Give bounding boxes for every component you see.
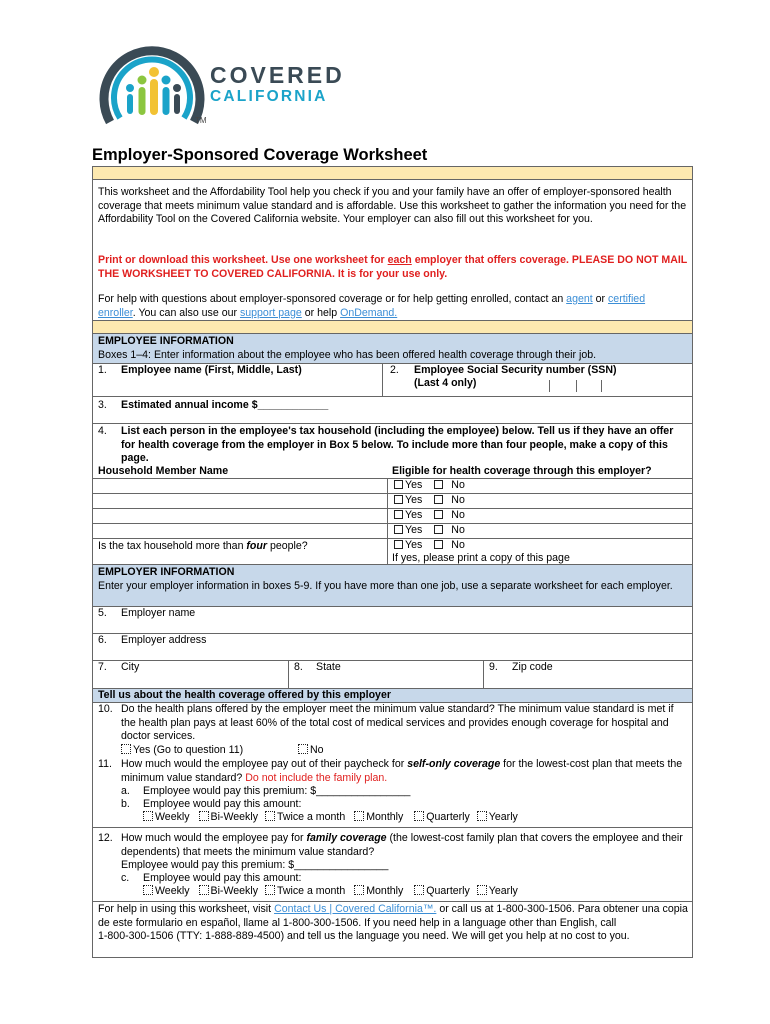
q1-label: Employee name (First, Middle, Last) [121,364,302,376]
intro-help: For help with questions about employer-sponsored coverage or for help getting enrolled, contact an agent or certified enroller. You can also use our support page or help OnDemand. [98,293,646,319]
yearly-checkbox[interactable] [477,885,487,895]
household-more-than-four-question: Is the tax household more than four people? [98,540,308,552]
q2-label: Employee Social Security number (SSN) [414,364,617,376]
q12c-label: c. [121,872,130,884]
state-zip-divider [483,660,484,689]
intro-warning: Print or download this worksheet. Use one worksheet for each employer that offers coverage. PLEASE DO NOT MAIL THE WORKSHEET TO COVERED CALIFORNIA. It is for your use only. [98,254,688,280]
q4-label: List each person in the employee's tax household (including the employee) below. Tell us if they have an offer for health coverage from the employer in Box 5 below. To include more than four people, make a copy of this page. [121,425,674,465]
employee-section-title: EMPLOYEE INFORMATION [98,335,234,347]
q6-number: 6. [98,634,107,646]
household-row-2-eligibility: Yes No [394,494,465,508]
logo-wordmark-covered: COVERED [210,62,345,88]
support-page-link[interactable]: support page [239,306,302,319]
q11-number: 11. [98,758,112,770]
q11-frequency-options: Weekly Bi-Weekly Twice a month Monthly Quarterly Yearly [143,811,518,825]
yes-checkbox[interactable] [394,540,403,549]
q7-number: 7. [98,661,107,673]
household-name-column-header: Household Member Name [98,465,229,477]
no-checkbox[interactable] [434,495,443,504]
q1-number: 1. [98,364,107,376]
q10-no-option: No [298,744,324,758]
q10-yes-checkbox[interactable] [121,744,131,754]
q3-label[interactable]: Estimated annual income $____________ [121,399,329,411]
certified-enroller-link[interactable]: certified [608,293,646,305]
contact-us-link[interactable]: Contact Us | Covered California™. [274,903,437,915]
yes-checkbox[interactable] [394,495,403,504]
ssn-digit-divider-1 [549,380,550,392]
intro-paragraph: This worksheet and the Affordability Tool help you check if you and your family have an offer of employer-sponsored health coverage that meets minimum value standard and is affordable. Use this worksheet to gather the information you need for the Affordability Tool on the Covered California website. Your employer can also fill out this worksheet for you. [98,186,687,226]
q12c-text: Employee would pay this amount: [143,872,302,884]
biweekly-checkbox[interactable] [199,885,209,895]
yes-checkbox[interactable] [394,510,403,519]
q7-label[interactable]: City [121,661,140,673]
yes-checkbox[interactable] [394,525,403,534]
covered-california-logo [96,32,356,130]
household-row-1-eligibility: Yes No [394,479,465,493]
q12-frequency-options: Weekly Bi-Weekly Twice a month Monthly Quarterly Yearly [143,885,518,899]
q11a-label: a. [121,785,130,797]
q1-q2-divider [382,363,383,396]
q8-number: 8. [294,661,303,673]
monthly-checkbox[interactable] [354,811,364,821]
quarterly-checkbox[interactable] [414,811,424,821]
q12-text: How much would the employee pay for family coverage (the lowest-cost family plan that covers the employee and their dependents) that meets the minimum value standard? [121,832,683,858]
weekly-checkbox[interactable] [143,885,153,895]
ondemand-link[interactable]: OnDemand. [340,306,398,319]
intro-top-band [92,166,693,180]
ssn-digit-divider-3 [601,380,602,392]
q12-number: 12. [98,832,113,844]
city-state-divider [288,660,289,689]
twice-a-month-checkbox[interactable] [265,885,275,895]
yes-checkbox[interactable] [394,480,403,489]
q11b-label: b. [121,798,130,810]
logo-trademark: TM [195,116,207,125]
q10-text: Do the health plans offered by the employer meet the minimum value standard? The minimum value standard is met if the health plan pays at least 60% of the total cost of medical services and provides enough coverage for hospital and doctor services. [121,703,674,743]
no-checkbox[interactable] [434,480,443,489]
yearly-checkbox[interactable] [477,811,487,821]
q11b-text: Employee would pay this amount: [143,798,302,810]
q2-number: 2. [390,364,399,376]
biweekly-checkbox[interactable] [199,811,209,821]
employer-section-subtitle: Enter your employer information in boxes 5-9. If you have more than one job, use a separate worksheet for each employer. [98,580,673,592]
employee-section-subtitle: Boxes 1–4: Enter information about the employee who has been offered health coverage through their job. [98,349,597,361]
household-more-than-four-answer: Yes No [394,539,465,553]
q3-number: 3. [98,399,107,411]
q9-label[interactable]: Zip code [512,661,553,673]
q10-no-checkbox[interactable] [298,744,308,754]
logo-emblem-icon [96,32,208,130]
q4-number: 4. [98,425,107,437]
q8-label[interactable]: State [316,661,341,673]
household-row-3-eligibility: Yes No [394,509,465,523]
q5-number: 5. [98,607,107,619]
no-checkbox[interactable] [434,525,443,534]
q12-premium[interactable]: Employee would pay this premium: $________________ [121,859,389,871]
weekly-checkbox[interactable] [143,811,153,821]
twice-a-month-checkbox[interactable] [265,811,275,821]
quarterly-checkbox[interactable] [414,885,424,895]
q10-yes-option: Yes (Go to question 11) [121,744,243,758]
household-column-divider [387,478,388,565]
logo-wordmark-california: CALIFORNIA [210,88,328,105]
q5-label[interactable]: Employer name [121,607,196,619]
ssn-digit-divider-2 [576,380,577,392]
q10-number: 10. [98,703,113,715]
q9-number: 9. [489,661,498,673]
page-title: Employer-Sponsored Coverage Worksheet [92,146,428,164]
no-checkbox[interactable] [434,510,443,519]
eligible-column-header: Eligible for health coverage through this employer? [392,465,652,477]
employer-section-title: EMPLOYER INFORMATION [98,566,235,578]
household-row-4-eligibility: Yes No [394,524,465,538]
no-checkbox[interactable] [434,540,443,549]
household-print-note: If yes, please print a copy of this page [392,552,570,564]
certified-enroller-link-cont[interactable]: enroller [98,306,133,319]
coverage-section-title: Tell us about the health coverage offered by this employer [98,689,391,701]
q11a-text[interactable]: Employee would pay this premium: $________________ [143,785,411,797]
q2-sublabel: (Last 4 only) [414,377,477,389]
footer-help-text: For help in using this worksheet, visit Contact Us | Covered California™. or call us at 1-800-300-1506. Para obtener una copia de este formulario en español, llame al 1-800-300-1506. If you need help in a language other than English, call 1-800-300-1506 (TTY: 1-888-889-4500) and tell us the language you need. We will get you help at no cost to you. [98,903,688,943]
monthly-checkbox[interactable] [354,885,364,895]
intro-bottom-band [92,320,693,334]
q11-text: How much would the employee pay out of their paycheck for self-only coverage for the lowest-cost plan that meets the minimum value standard? Do not include the family plan. [121,758,683,784]
q6-label[interactable]: Employer address [121,634,207,646]
agent-link[interactable]: agent [566,293,593,305]
